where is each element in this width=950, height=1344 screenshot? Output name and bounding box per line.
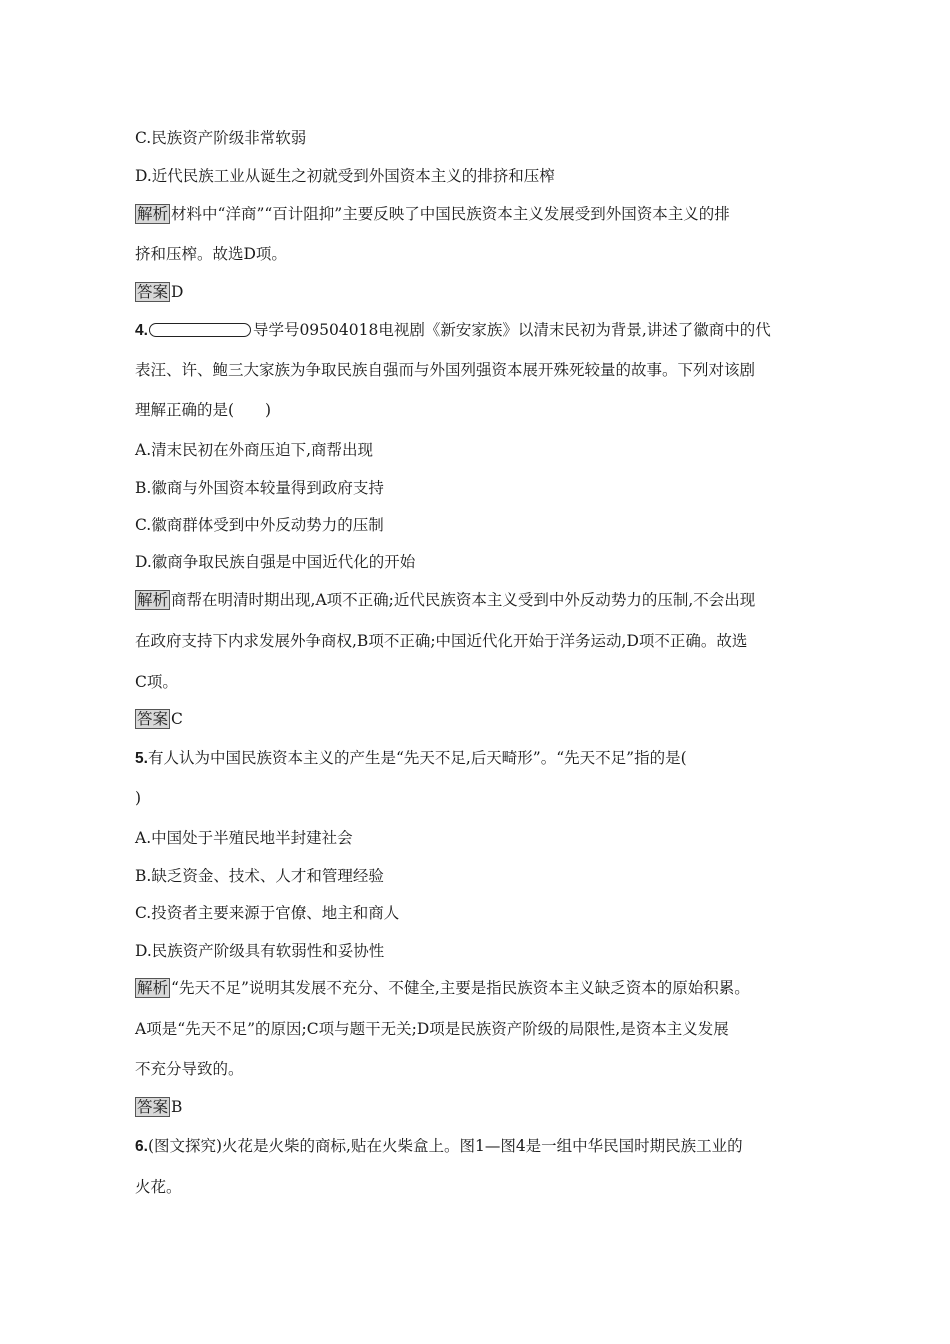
answer-label: 答案	[137, 710, 169, 728]
q5-option-a: A.中国处于半殖民地半封建社会	[135, 829, 353, 847]
q4-stem-line	[135, 320, 771, 341]
analysis-label: 解析	[137, 979, 169, 997]
q5-option-d: D.民族资产阶级具有软弱性和妥协性	[135, 942, 385, 960]
guide-number-box	[149, 323, 251, 337]
q4-option-a: A.清末民初在外商压迫下,商帮出现	[135, 441, 374, 459]
q3-answer: D	[171, 283, 184, 301]
q3-option-c: C.民族资产阶级非常软弱	[135, 129, 307, 147]
q4-answer-line	[135, 709, 183, 729]
analysis-label: 解析	[137, 591, 169, 609]
q6-stem-line-2: 火花。	[135, 1178, 182, 1196]
q4-stem-line-2: 表汪、许、鲍三大家族为争取民族自强而与外国列强资本展开殊死较量的故事。下列对该剧	[135, 361, 756, 379]
q5-stem-line-2: )	[135, 789, 142, 807]
q4-analysis-text: 商帮在明清时期出现,A项不正确;近代民族资本主义受到中外反动势力的压制,不会出现	[171, 591, 756, 609]
q5-analysis-line-2: A项是“先天不足”的原因;C项与题干无关;D项是民族资产阶级的局限性,是资本主义发展	[135, 1020, 729, 1038]
q4-answer: C	[171, 710, 183, 728]
q5-option-b: B.缺乏资金、技术、人才和管理经验	[135, 867, 384, 885]
q4-option-b: B.徽商与外国资本较量得到政府支持	[135, 479, 384, 497]
q5-analysis-line	[135, 978, 750, 998]
q3-option-d: D.近代民族工业从诞生之初就受到外国资本主义的排挤和压榨	[135, 167, 555, 185]
q3-analysis-line-2: 挤和压榨。故选D项。	[135, 245, 287, 263]
q4-stem-line-3: 理解正确的是( )	[135, 401, 272, 419]
q4-analysis-line-3: C项。	[135, 673, 178, 691]
q4-option-c: C.徽商群体受到中外反动势力的压制	[135, 516, 384, 534]
q3-answer-line	[135, 282, 183, 302]
q5-number: 5.	[135, 750, 148, 767]
q5-analysis-text: “先天不足”说明其发展不充分、不健全,主要是指民族资本主义缺乏资本的原始积累。	[171, 979, 750, 997]
q6-number: 6.	[135, 1138, 148, 1155]
q4-analysis-line-2: 在政府支持下内求发展外争商权,B项不正确;中国近代化开始于洋务运动,D项不正确。故选	[135, 632, 748, 650]
q3-analysis-text: 材料中“洋商”“百计阻抑”主要反映了中国民族资本主义发展受到外国资本主义的排	[171, 205, 730, 223]
analysis-label: 解析	[137, 205, 169, 223]
q4-stem-text: 导学号09504018电视剧《新安家族》以清末民初为背景,讲述了徽商中的代	[252, 321, 771, 339]
q5-stem-text: 有人认为中国民族资本主义的产生是“先天不足,后天畸形”。“先天不足”指的是(	[147, 749, 687, 767]
q5-analysis-line-3: 不充分导致的。	[135, 1060, 244, 1078]
q4-number: 4.	[135, 322, 148, 339]
q3-analysis-line	[135, 204, 730, 224]
q6-stem-text: (图文探究)火花是火柴的商标,贴在火柴盒上。图1—图4是一组中华民国时期民族工业的	[147, 1137, 743, 1155]
q6-stem-line	[135, 1136, 743, 1157]
answer-label: 答案	[137, 1098, 169, 1116]
q5-answer-line	[135, 1097, 182, 1117]
answer-label: 答案	[137, 283, 169, 301]
q5-answer: B	[171, 1098, 183, 1116]
q4-option-d: D.徽商争取民族自强是中国近代化的开始	[135, 553, 416, 571]
q5-option-c: C.投资者主要来源于官僚、地主和商人	[135, 904, 400, 922]
q4-analysis-line	[135, 590, 755, 610]
q5-stem-line	[135, 748, 687, 769]
